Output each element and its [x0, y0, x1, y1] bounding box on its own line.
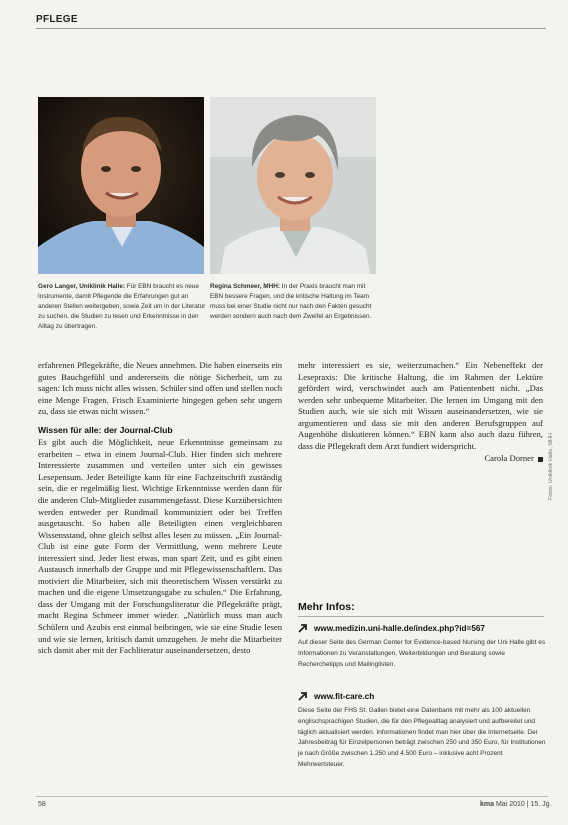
photo-caption-1: [38, 282, 206, 332]
caption-name: Gero Langer, Uniklinik Halle:: [38, 283, 126, 290]
author-name: Carola Dorner: [484, 453, 534, 464]
author-line: [298, 453, 543, 465]
portrait-photo-langer: [38, 97, 204, 274]
info-link-1[interactable]: [298, 623, 485, 634]
caption-text: Für EBN braucht es neue Instrumente, damit Pflegende die Erfahrungen gut an anderen Stellen weitergeben, sowie Zeit um in der Literatur zu suchen, die Studien zu lesen und Erkenntnisse in den Alltag zu übertragen.: [38, 283, 206, 330]
issue-date: Mai 2010 | 15. Jg.: [495, 801, 552, 808]
photo-caption-2: [210, 282, 378, 322]
section-heading: PFLEGE: [36, 14, 78, 25]
arrow-icon: [298, 623, 309, 634]
magazine-name: kma: [480, 801, 495, 808]
article-paragraph: mehr interessiert es sie, weiterzumachen.“ Ein Nebeneffekt der Lesepraxis: Die kritische Haltung, die im Rahmen der Lektüre gefördert wird, verschwindet auch am Patientenbett nicht. „Das werden sehr unbequeme Mitarbeiter. Die lernen im Umgang mit den Studien auch, wie sie sich mit Wissen auseinandersetzen, wie sie argumentieren und dass sie mit den anderen Berufsgruppen auf Augenhöhe diskutieren können.“ EBN kann also auch dazu führen, dass die Pflegekraft dem Arzt fundiert widerspricht.: [298, 360, 543, 451]
info-divider: [298, 616, 544, 617]
info-link-description: Auf dieser Seite des German Center for Evidence-based Nursing der Uni Halle gibt es Informationen zu Veranstaltungen, Weiterbildungen und Beratung sowie Recherchetipps und Mailinglisten.: [298, 639, 546, 668]
info-link-url[interactable]: www.medizin.uni-halle.de/index.php?id=567: [314, 624, 485, 633]
arrow-icon: [298, 691, 309, 702]
issue-info: [480, 801, 552, 808]
page-number: 58: [38, 801, 46, 808]
article-paragraph: Es gibt auch die Möglichkeit, neue Erkenntnisse gemeinsam zu erarbeiten – etwa in einem Journal-Club. Hier finden sich mehrere Interessierte zusammen und verteilen unter sich ein gewisses Lesepensum. Jeder Beteiligte kann für eine Fachzeitschrift zuständig sein, die er regelmäßig liest. Wichtige Erkenntnisse werden dann für die anderen Club-Mitglieder zusammengefasst. Diese Kurzübersichten werden entweder per Rundmail kommuniziert oder bei Treffen ausgetauscht. So haben alle Beteiligten einen vergleichbaren Wissensstand, ohne gleich selbst alles lesen zu müssen. „Ein Journal-Club ist eine gute Form der Vermittlung, wenn mehrere Leute interessiert sind. Jeder liest etwas, man spart Zeit, und es gibt einen Austausch innerhalb der Gruppe und mit Pflegewissenschaftlern. Das motiviert die Mitarbeiter, sich mit theoretischem Wissen verstärkt zu machen und die eigene Umsetzungsgabe zu schulen.“ Die Erfahrung, dass der Umgang mit der Forschungsliteratur die Pflegekräfte prägt, macht Regina Schmeer immer wieder. „Natürlich muss man auch Schülern und Azubis erst einmal beibringen, wie sie eine Studie lesen und wie sie lernen, kritisch damit umzugehen. Je mehr die Mitarbeiter sich damit aber mit der Fachliteratur auseinandersetzen, desto: [38, 437, 282, 656]
caption-name: Regina Schmeer, MHH:: [210, 283, 280, 290]
photo-credit: Fotos: Uniklinik Halle, MHH: [548, 433, 554, 500]
info-link-2[interactable]: [298, 691, 374, 702]
footer-divider: [36, 796, 548, 797]
article-column-right: [298, 360, 543, 465]
article-subheading: Wissen für alle: der Journal-Club: [38, 424, 173, 435]
info-link-url[interactable]: www.fit-care.ch: [314, 692, 375, 701]
end-mark-icon: [538, 457, 543, 462]
caption-text: In der Praxis braucht man mit EBN bessere Fragen, und die kritische Haltung im Team muss bei einer Studie nicht nur nach den Fakten gesucht werden sondern auch nach dem Zweifel an Ergebnissen.: [210, 283, 372, 320]
article-paragraph: erfahrenen Pflegekräfte, die Neues annehmen. Die haben einerseits ein gutes Bauchgefühl und andererseits die nötige Sicherheit, um zu sagen: Ich muss nicht alles wissen. Schüler sind offen und stellen noch eine Menge Fragen. Frisch Examinierte hingegen geben sehr ungern zu, dass sie etwas nicht wissen.“: [38, 360, 282, 417]
info-link-description: Diese Seite der FHS St. Gallen bietet eine Datenbank mit mehr als 100 aktuellen englischsprachigen Studien, die für den Pflegealltag analysiert und aufbereitet und täglich aktualisiert werden. Informationen findet man hier über die Internetseite. Der Jahresbeitrag für Einzelpersonen beträgt zwischen 250 und 350 Euro, für Institutionen je nach Größe zwischen 1.250 und 4.500 Euro – inklusive acht Prozent Mehrwertsteuer.: [298, 707, 546, 768]
portrait-photo-schmeer: [210, 97, 376, 274]
info-box-title: Mehr Infos:: [298, 601, 355, 613]
article-column-left: [38, 360, 282, 657]
header-divider: [36, 28, 546, 29]
